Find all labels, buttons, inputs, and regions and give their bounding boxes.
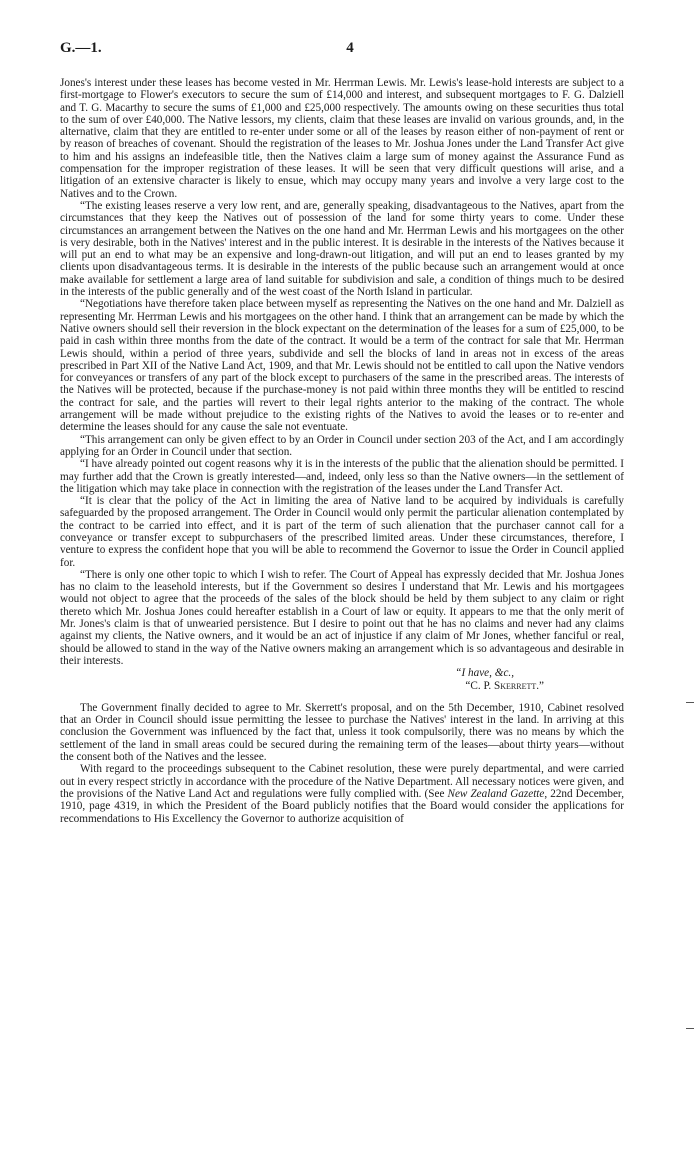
paragraph-government-decision: The Government finally decided to agree to Mr. Skerrett's proposal, and on the 5th December, 1910, Cabinet resolved that an Order in Council should issue permitting the lessee to purchase the Natives' interest in the land. In arriving at this conclusion the Government was influenced by the fact that, unless it took compulsorily, there was no means by which the settlement of the land in small areas could be secured during the remaining term of the leases—about thirty years—without the consent both of the Natives and the lessee. bbox=[60, 701, 624, 764]
paragraph-subsequent-proceedings bbox=[60, 763, 624, 824]
paragraph-policy-of-act: “It is clear that the policy of the Act in limiting the area of Native land to be acquired by individuals is carefully safeguarded by the proposed arrangement. The Order in Council would only permit the particular alienation contemplated by the contract to be carried into effect, and it is part of the term of such alienation that the purchaser cannot call for a conveyance or transfer except to subpurchasers of the prescribed limited areas. Under these circumstances, therefore, I venture to express the confident hope that you will be able to recommend the Governor to issue the Order in Council applied for. bbox=[60, 495, 624, 569]
margin-mark bbox=[686, 1028, 694, 1029]
paragraph-other-topic: “There is only one other topic to which I wish to refer. The Court of Appeal has expressly decided that Mr. Joshua Jones has no claim to the leasehold interests, but if the Government so desires I understand that Mr. Lewis and his mortgagees would not object to agree that the proceeds of the sales of the block should be held by them subject to any claim or right thereto which Mr. Joshua Jones could hereafter establish in a Court of law or equity. It appears to me that the only merit of Mr. Jones's claim is that of unwearied persistence. But I desire to point out that he has no claims and never had any claims against my clients, the Native owners, and it would be an act of injustice if any claim of Mr Jones, whether fanciful or real, should be allowed to stand in the way of the Native owners making an arrangement which is so advantageous and desirable in their interests. bbox=[60, 568, 624, 667]
page-body bbox=[60, 77, 624, 825]
page-header bbox=[60, 40, 640, 62]
subsequent-proceedings-text: With regard to the proceedings subsequent to the Cabinet resolution, these were purely departmental, and were carried out in every respect strictly in accordance with the procedure of the Native Department. All necessary notices were given, and the provisions of the Native Land Act and regulations were fully complied with. (See bbox=[60, 763, 624, 800]
subsequent-proceedings-text-end: , 22nd December, 1910, page 4319, in which the President of the Board publicly notifies that the Board would consider the applications for recommendations to His Excellency the Governor to authorize acquisition of bbox=[60, 787, 624, 825]
paragraph-order-in-council: “This arrangement can only be given effect to by an Order in Council under section 203 of the Act, and I am accordingly applying for an Order in Council under that section. bbox=[60, 433, 624, 458]
paragraph-existing-leases: “The existing leases reserve a very low rent, and are, generally speaking, disadvantageous to the Natives, apart from the circumstances that they keep the Natives out of possession of the land for some thirty years to come. Under these circumstances an arrangement between the Natives on the one hand and Mr. Herrman Lewis and his mortgagees on the other is very desirable, both in the Natives' interest and in the public interest. It is desirable in the interests of the Natives because it will put an end to what may be an expensive and long-drawn-out litigation, and will put an end to leases granted by my clients upon disadvantageous terms. It is desirable in the interests of the public because such an arrangement would at once make available for settlement a large area of land suitable for subdivision and sale, a condition of things much to be desired in the interests of the public generally and of the west coast of the North Island in particular. bbox=[60, 199, 624, 299]
margin-mark bbox=[686, 702, 694, 703]
paragraph-continuation: Jones's interest under these leases has become vested in Mr. Herrman Lewis. Mr. Lewis's lease-hold interests are subject to a first-mortgage to Flower's executors to secure the sum of £14,000 and interest, and subsequent mortgages to F. G. Dalziell and T. G. Macarthy to secure the sums of £1,000 and £25,000 respectively. The amounts owing on these securities thus total to the sum of over £40,000. The Native lessors, my clients, claim that these leases are invalid on various grounds, and, in the alternative, claim that they are entitled to re-enter under some or all of the leases by reason either of non-payment of rent or by reason of breaches of covenant. Should the registration of the leases to Mr. Joshua Jones under the Land Transfer Act give to him and his assigns an indefeasible title, then the Natives claim a large sum of money against the Assurance Fund as compensation for the improper registration of these leases. It will be seen that very difficult questions will arise, and a litigation of an extensive character is likely to ensue, which may occupy many years and involve a very large cost to the Natives and to the Crown. bbox=[60, 77, 624, 200]
paragraph-negotiations: “Negotiations have therefore taken place between myself as representing the Natives on the one hand and Mr. Dalziell as representing Mr. Herrman Lewis and his mortgagees on the other hand. I think that an arrangement can be made by which the Native owners should sell their reversion in the block expectant on the determination of the leases for a sum of £25,000, to be paid in cash within three months from the date of the contract. It would be a term of the contract for sale that Mr. Herrman Lewis should, within a period of three years, subdivide and sell the blocks of land in areas not in excess of the areas prescribed in Part XII of the Native Land Act, 1909, and that Mr. Lewis should not be entitled to call upon the Native vendors for conveyances or transfers of any part of the block except to purchasers of the same in the prescribed areas. The interests of the Natives will be protected, because if the purchase-money is not paid within three months they will be entitled to rescind the contract for sale, and the parties will revert to their legal rights anterior to the making of the contract. The whole arrangement will be made without prejudice to the existing rights of the Natives to avoid the leases or to re-enter and determine the leases should for any cause the sale not eventuate. bbox=[60, 298, 624, 434]
page-number: 4 bbox=[346, 40, 354, 56]
gazette-title: New Zealand Gazette bbox=[447, 787, 545, 800]
paragraph-cogent-reasons: “I have already pointed out cogent reasons why it is in the interests of the public that the alienation should be permitted. I may further add that the Crown is greatly interested—and, indeed, only less so than the Native owners—in the settlement of the litigation which may take place in connection with the registration of the leases under the Land Transfer Act. bbox=[60, 458, 624, 495]
document-code: G.—1. bbox=[60, 40, 102, 56]
letter-closing: “I have, &c., bbox=[455, 667, 514, 680]
letter-signature: “C. P. Skerrett.” bbox=[465, 679, 544, 692]
